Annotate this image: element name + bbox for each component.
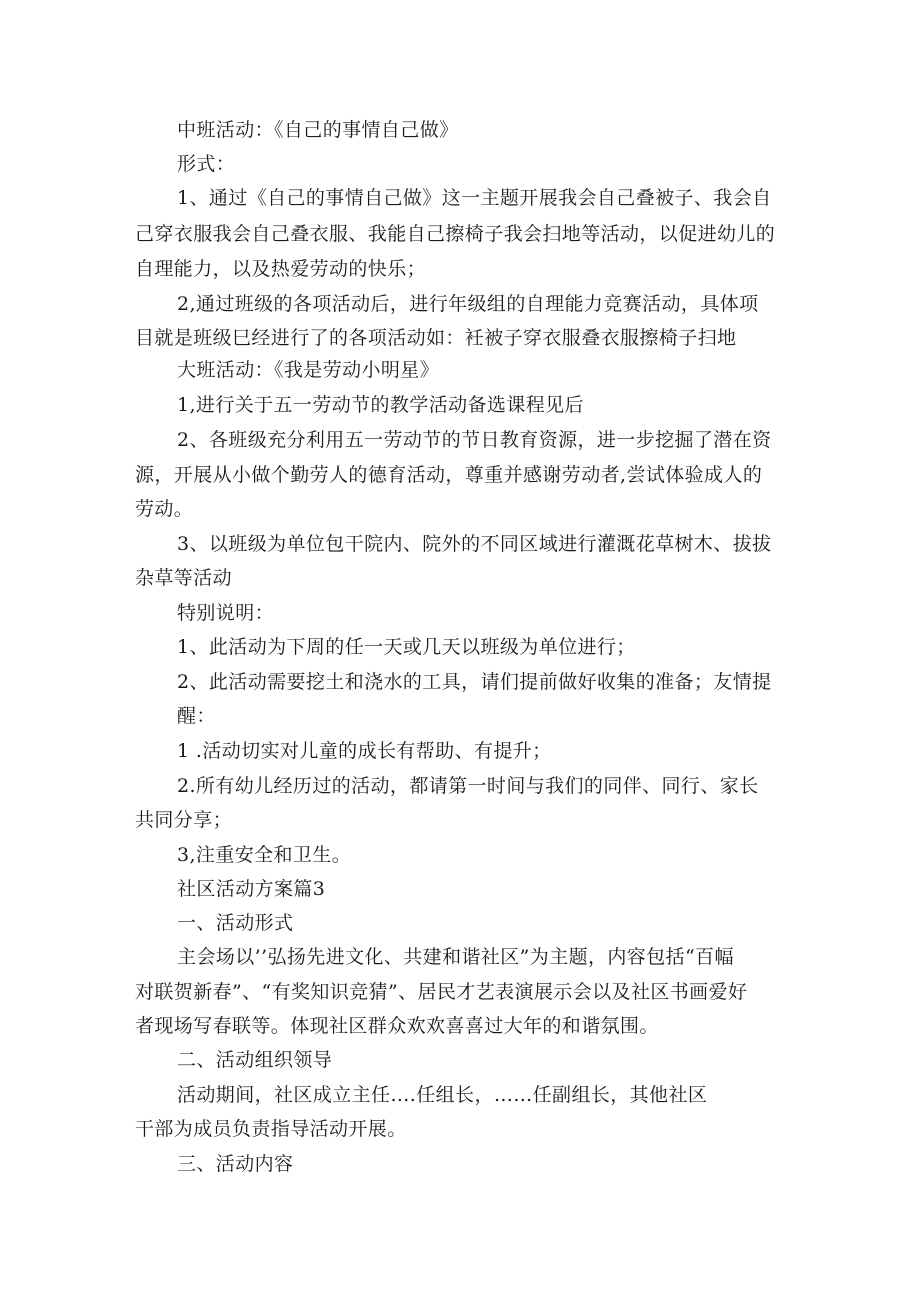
paragraph-line: 主会场以’’弘扬先进文化、共建和谐社区”为主题，内容包括“百幅 [177,946,734,968]
paragraph-line: 3,注重安全和卫生。 [177,844,352,866]
paragraph-line: 劳动。 [135,498,194,520]
section-title-community-plan-3: 社区活动方案篇3 [177,878,326,900]
paragraph-line: 2、此活动需要挖土和浇水的工具，请们提前做好收集的准备；友情提 [177,671,772,693]
paragraph-line: 2、各班级充分利用五一劳动节的节日教育资源，进一步挖掘了潜在资 [177,429,772,451]
paragraph-line: 3、以班级为单位包干院内、院外的不同区域进行灌溉花草树木、拔拔 [177,533,772,555]
paragraph-line: 自理能力，以及热爱劳动的快乐； [135,258,427,280]
heading-activity-organization: 二、活动组织领导 [177,1049,333,1071]
paragraph-line: 对联贺新春”、“有奖知识竞猜”、居民才艺表演展示会以及社区书画爱好 [135,981,748,1003]
heading-special-notes: 特别说明： [177,602,275,624]
label-format: 形式： [177,153,236,175]
paragraph-line: 1、通过《自己的事情自己做》这一主题开展我会自己叠被子、我会自 [177,187,772,209]
heading-senior-class-activity: 大班活动：《我是劳动小明星》 [177,359,440,381]
paragraph-line: 1,进行关于五一劳动节的教学活动备选课程见后 [177,394,584,416]
paragraph-line: 目就是班级巳经进行了的各项活动如：衽被子穿衣服叠衣服擦椅子扫地 [135,327,737,349]
paragraph-line: 共同分享； [135,809,233,831]
paragraph-line: 者现场写春联等。体现社区群众欢欢喜喜过大年的和谐氛围。 [135,1015,659,1037]
heading-activity-format: 一、活动形式 [177,912,294,934]
paragraph-line: 己穿衣服我会自己叠衣服、我能自己擦椅子我会扫地等活动，以促进幼儿的 [135,223,776,245]
heading-middle-class-activity: 中班活动：《自己的事情自己做》 [177,119,459,141]
paragraph-line: 1、此活动为下周的任一天或几天以班级为单位进行； [177,636,636,658]
heading-activity-content: 三、活动内容 [177,1153,294,1175]
paragraph-line: 干部为成员负责指导活动开展。 [135,1118,407,1140]
paragraph-line: 活动期间，社区成立主任….任组长，……任副组长，其他社区 [177,1084,708,1106]
paragraph-line: 1 .活动切实对儿童的成长有帮助、有提升； [177,740,552,762]
paragraph-line: 醒： [177,705,216,727]
paragraph-line: 2,通过班级的各项活动后，进行年级组的自理能力竞赛活动，具体项 [177,293,759,315]
paragraph-line: 源，开展从小做个勤劳人的德育活动，尊重并感谢劳动者,尝试体验成人的 [135,464,763,486]
paragraph-line: 杂草等活动 [135,567,233,589]
paragraph-line: 2.所有幼儿经历过的活动，都请第一时间与我们的同伴、同行、家长 [177,775,759,797]
